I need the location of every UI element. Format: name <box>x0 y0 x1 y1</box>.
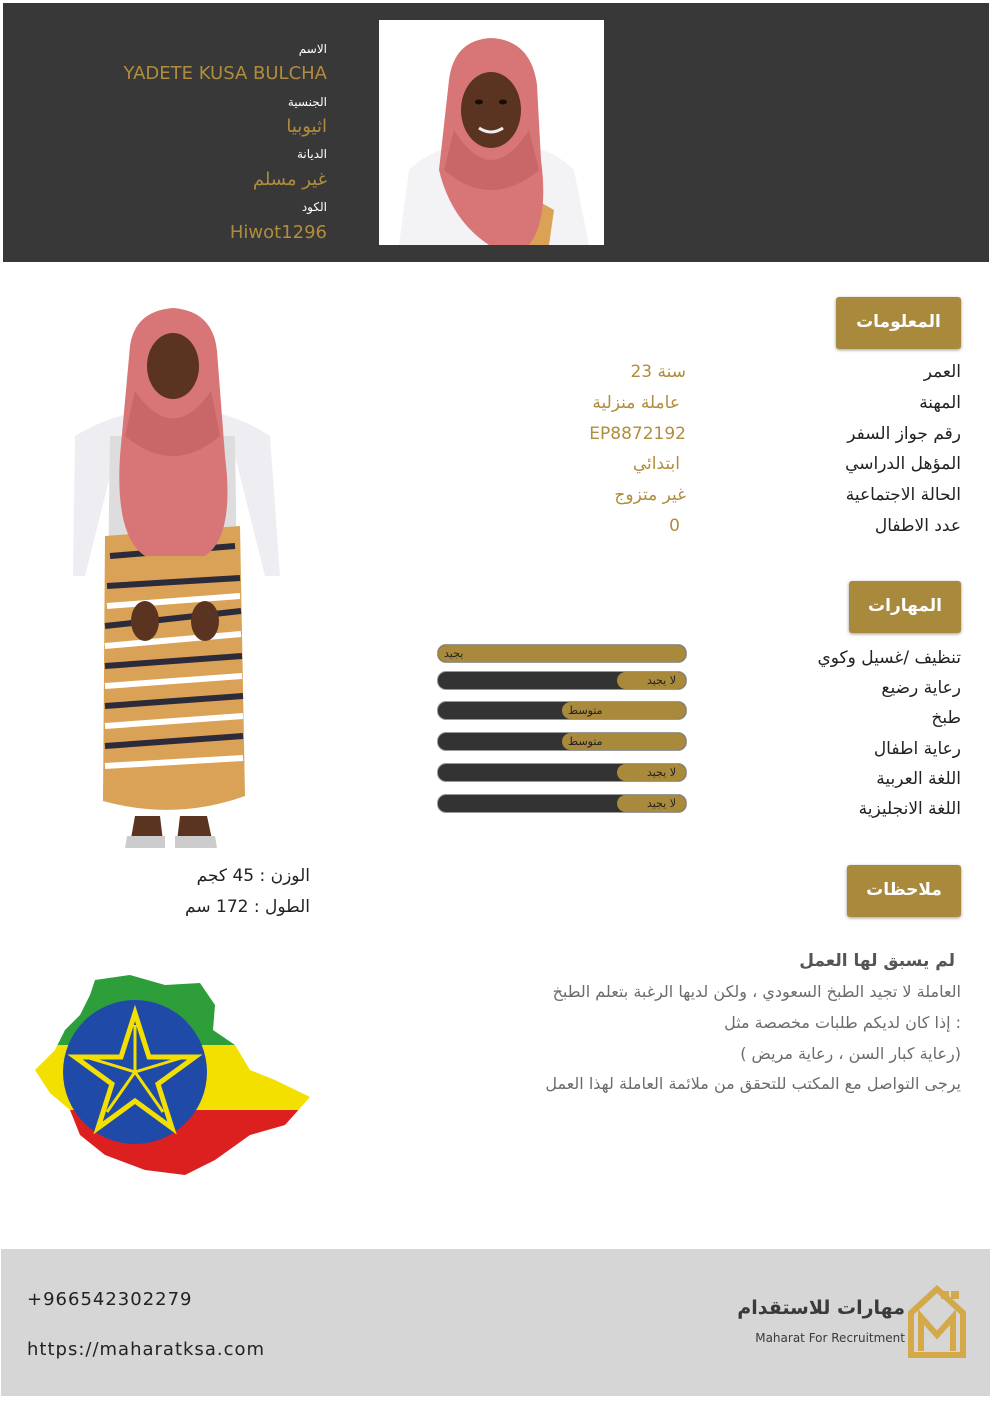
skill-bar <box>437 701 687 720</box>
passport-label: رقم جواز السفر <box>847 424 961 444</box>
section-info-header: المعلومات <box>836 297 961 349</box>
children-count-label: عدد الاطفال <box>874 516 961 536</box>
passport-value: EP8872192 <box>589 424 686 444</box>
age-label: العمر <box>923 362 961 382</box>
worker-name: YADETE KUSA BULCHA <box>123 63 327 84</box>
full-body-photo <box>35 296 310 858</box>
skill-level-text: متوسط <box>568 735 603 748</box>
skill-bar <box>437 644 687 663</box>
weight-text: الوزن : 45 كجم <box>196 866 310 886</box>
skill-bar <box>437 732 687 751</box>
skill-label-arabic: اللغة العربية <box>876 769 961 789</box>
name-label: الاسم <box>298 42 327 56</box>
skill-bar <box>437 794 687 813</box>
code-label: الكود <box>301 200 327 214</box>
notes-line: إذا كان لديكم طلبات مخصصة مثل : <box>724 1013 961 1032</box>
portrait-photo <box>379 20 604 245</box>
education-label: المؤهل الدراسي <box>845 454 961 474</box>
logo-text-arabic: مهارات للاستقدام <box>737 1297 905 1319</box>
skill-label-cooking: طبخ <box>931 708 961 728</box>
phone-number[interactable]: +966542302279 <box>27 1289 193 1310</box>
section-notes-header: ملاحظات <box>847 865 961 917</box>
notes-line: ( رعاية كبار السن ، رعاية مريض) <box>740 1044 961 1063</box>
notes-line: العاملة لا تجيد الطبخ السعودي ، ولكن لديها الرغبة بتعلم الطبخ <box>552 982 961 1001</box>
section-skills-header: المهارات <box>849 581 961 633</box>
religion-value: غير مسلم <box>252 169 327 190</box>
nationality-value: اثيوبيا <box>286 116 327 137</box>
profession-value: عاملة منزلية <box>592 393 680 413</box>
skill-level-text: متوسط <box>568 704 603 717</box>
skill-label-infant-care: رعاية رضيع <box>881 678 961 698</box>
skill-bar <box>437 763 687 782</box>
company-logo <box>737 1285 973 1363</box>
footer <box>1 1249 990 1396</box>
education-value: ابتدائي <box>632 454 680 474</box>
skill-label-english: اللغة الانجليزية <box>858 799 961 819</box>
height-text: الطول : 172 سم <box>185 897 310 917</box>
code-value: Hiwot1296 <box>229 222 327 243</box>
notes-line: يرجى التواصل مع المكتب للتحقق من ملائمة العاملة لهذا العمل <box>545 1074 961 1093</box>
children-count-value: 0 <box>669 516 680 536</box>
marital-status-label: الحالة الاجتماعية <box>845 485 961 505</box>
age-value: 23 سنة <box>630 362 686 382</box>
religion-label: الديانة <box>296 147 327 161</box>
nationality-label: الجنسية <box>287 95 327 109</box>
house-logo-icon <box>907 1285 969 1359</box>
skill-label-cleaning: تنظيف /غسيل وكوي <box>817 648 961 668</box>
notes-title: لم يسبق لها العمل <box>799 951 955 971</box>
skill-level-text: يجيد <box>444 647 464 660</box>
skill-label-child-care: رعاية اطفال <box>873 739 961 759</box>
skill-bar-fill <box>438 645 686 662</box>
skill-bar <box>437 671 687 690</box>
skill-level-text: لا يجيد <box>646 797 676 810</box>
skill-level-text: لا يجيد <box>646 674 676 687</box>
logo-text-english: Maharat For Recruitment <box>755 1331 905 1345</box>
marital-status-value: غير متزوج <box>614 485 686 505</box>
skill-level-text: لا يجيد <box>646 766 676 779</box>
ethiopia-flag-map <box>35 975 310 1180</box>
profession-label: المهنة <box>919 393 961 413</box>
website-link[interactable]: https://maharatksa.com <box>27 1339 266 1360</box>
